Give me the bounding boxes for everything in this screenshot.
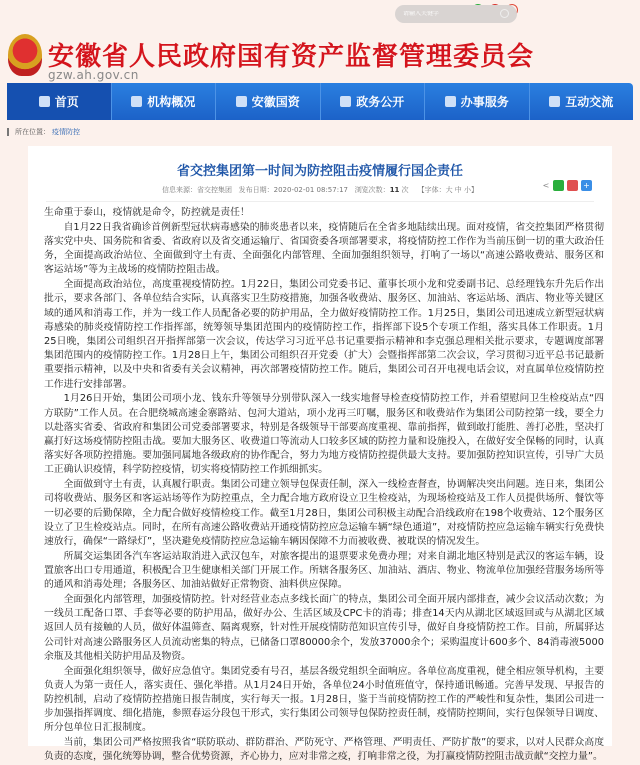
nav-label: 首页 [54,95,79,109]
breadcrumb-link[interactable]: 疫情防控 [52,128,80,136]
site-title: 安徽省人民政府国有资产监督管理委员会 [48,42,535,72]
date-label: 发布日期： [238,186,274,194]
article-title: 省交控集团第一时间为防控阻击疫情履行国企责任 [176,164,463,179]
views-label: 浏览次数： [354,186,390,194]
nav-interaction[interactable] [530,83,634,120]
search-icon[interactable] [500,9,509,18]
home-icon [39,96,50,107]
article-meta [28,185,612,195]
more-share-icon[interactable]: + [581,180,592,191]
nav-organization[interactable] [112,83,217,120]
national-emblem-logo [8,34,42,76]
search-box [395,5,517,23]
search-input[interactable] [403,11,498,17]
nav-label: 机构概况 [147,95,196,109]
article-card [28,146,612,763]
document-icon [340,96,351,107]
share-icon[interactable]: < [542,181,550,190]
breadcrumb-label: 所在位置： [15,128,50,136]
paragraph: 全面强化组织领导，做好应急值守。集团党委有号召，基层各级党组织全面响应。各单位高度重视，健全相应领导机构，主要负责人为第一责任人，落实责任、强化举措。从1月24日开始，各单位24小时值班值守，保持通讯畅通。完善早发现、早报告的防控机制，启动了疫情防控措施日报告制度，实行每天一报。1月28日，鉴于当前疫情防控工作的严峻性和复杂性，集团公司进一步加强指挥调度、细化措施，参照春运分段包干形式，实行集团公司领导包保防控责任制，疫情防控期间，实行包保领导日调度、所分包单位日汇报制度。 [44,665,604,734]
nav-gov-affairs[interactable] [321,83,426,120]
font-size-switcher[interactable]: 【字体：大 中 小】 [417,186,479,194]
map-icon [236,96,247,107]
nav-label: 互动交流 [565,95,614,109]
nav-label: 办事服务 [460,95,509,109]
handshake-icon [549,96,560,107]
divider [46,201,594,202]
nav-anhui-assets[interactable] [216,83,321,120]
paragraph: 全面提高政治站位，高度重视疫情防控。1月22日，集团公司党委书记、董事长项小龙和党委副书记、总经理钱东升先后作出批示，要求各部门、各单位结合实际，认真落实卫生防疫措施，加强各收费站、服务区、加油站、客运站场、酒店、物业等关键区域的通风和消毒工作，并为一线工作人员配备必要的防护用品，全力做好疫情防控工作。1月25日，集团公司迅速成立新型冠状病毒感染的肺炎疫情防控工作指挥部，统筹领导集团范围内的疫情防控工作，指挥部下设5个专项工作组，落实具体工作职责。1月25日晚，集团公司组织召开指挥部第一次会议，传达学习习近平总书记重要指示精神和李克强总理相关批示要求，专题调度部署集团范围内的疫情防控工作。1月28日上午，集团公司组织召开党委（扩大）会暨指挥部第二次会议，学习贯彻习近平总书记最新重要指示精神，以及中央和省委有关会议精神，再次部署疫情防控工作。随后，集团公司召开电视电话会议，对直属单位疫情防控工作进行安排部署。 [44,279,604,390]
paragraph: 自1月22日我省确诊首例新型冠状病毒感染的肺炎患者以来，疫情随后在全省多地陆续出现。面对疫情，省交控集团严格贯彻落实党中央、国务院和省委、省政府以及省交通运输厅、省国资委各项部署要求，将疫情防控工作作为当前压倒一切的重大政治任务，全面提高政治站位、全面做到守土有责、全面强化内部管理、全面加强组织领导，打响了一场以“高速公路收费站、服务区和客运站场”等为主战场的疫情防控阻击战。 [44,221,604,276]
view-count: 11 [389,186,400,194]
source-label: 信息来源： [161,186,197,194]
building-icon [131,96,142,107]
nav-label: 政务公开 [356,95,405,109]
chart-icon [445,96,456,107]
nav-services[interactable] [425,83,530,120]
paragraph: 全面强化内部管理，加强疫情防控。针对经营业态点多线长面广的特点，集团公司全面开展内部排查，减少会议活动次数；为一线员工配备口罩、手套等必要的防护用品，做好办公、生活区域及CPC卡的消毒；排查14天内从湖北区域返回或与从湖北区域返回人员有接触的人员，做好体温筛查、隔离观察，针对性开展疫情防范知识宣传引导，做好自身疫情防控工作。目前，所属驿达公司针对高速公路服务区人员流动密集的特点，已储备口罩80000余个，发放37000余个；采购温度计600多个、84消毒液5000余瓶及其他相关防护用品及物资。 [44,594,604,662]
weibo-share-icon[interactable] [567,180,578,191]
nav-home[interactable] [7,83,112,120]
paragraph: 全面做到守土有责，认真履行职责。集团公司建立领导包保责任制，深入一线检查督查，协调解决突出问题。连日来，集团公司将收费站、服务区和客运站场等作为防控重点，全力配合地方政府设立卫生检疫站，为现场检疫站及工作人员提供场所、餐饮等一切必要的后勤保障，全力配合做好疫情检疫工作。截至1月28日，集团公司积极主动配合沿线政府在198个收费站、12个服务区设立了卫生检疫站点。同时，在所有高速公路收费站开通疫情防控应急运输车辆“绿色通道”，对疫情防控应急运输车辆实行免费快速放行，确保“一路绿灯”，坚决避免疫情防控应急运输车辆因保障不力而被收费、被耽误的情况发生。 [44,479,604,548]
breadcrumb [7,127,80,137]
source: 省交控集团 [196,186,232,194]
paragraph: 生命重于泰山，疫情就是命令，防控就是责任！ [44,207,250,218]
wechat-share-icon[interactable] [553,180,564,191]
views-unit: 次 [401,186,409,194]
site-url: gzw.ah.gov.cn [48,68,139,82]
main-nav [7,83,633,120]
article-body [44,206,604,765]
share-bar [542,180,592,191]
publish-date: 2020-02-01 08:57:17 [273,186,348,194]
paragraph: 1月26日开始，集团公司项小龙、钱东升等领导分别带队深入一线实地督导检查疫情防控工作，并看望慰问卫生检疫站点“四方联防”工作人员。在合肥绕城高速金寨路站、包河大道站，项小龙再三叮嘱，服务区和收费站作为集团公司防控第一线，要全力以赴落实省委、省政府和集团公司党委部署要求，特别是各级领导干部要高度重视、靠前指挥，做到敢打能胜、善打必胜，坚决打赢打好这场疫情防控阻击战。要加大服务区、收费道口等流动人口较多区域的防控力量和设施投入，在做好安全保畅的同时，认真落实好各项防控措施。要加强同属地各级政府的协作配合，努力为地方疫情防控提供最大支持。要加强防控知识宣传，引导广大员工正确认识疫情，科学防控疫情，切实将疫情防控工作抓细抓实。 [44,393,604,476]
paragraph: 所属交运集团各汽车客运站取消进入武汉包车，对旅客提出的退票要求免费办理；对来自湖北地区特别是武汉的客运车辆，设置旅客出口专用通道，积极配合卫生健康相关部门开展工作。所辖各服务区、加油站、酒店、物业、物流单位加强经营服务场所等的通风和消毒处理；各服务区、加油站做好正常物资、油料供应保障。 [44,550,604,591]
breadcrumb-marker [7,128,9,136]
nav-label: 安徽国资 [251,95,300,109]
paragraph: 当前，集团公司严格按照我省“联防联动、群防群治、严防死守、严格管理、严明责任、严防扩散”的要求，以对人民群众高度负责的态度，强化统筹协调，整合优势资源，齐心协力，应对非常之疫，打响非常之役，为打赢疫情防控阻击战贡献“交控力量”。 [44,737,604,763]
